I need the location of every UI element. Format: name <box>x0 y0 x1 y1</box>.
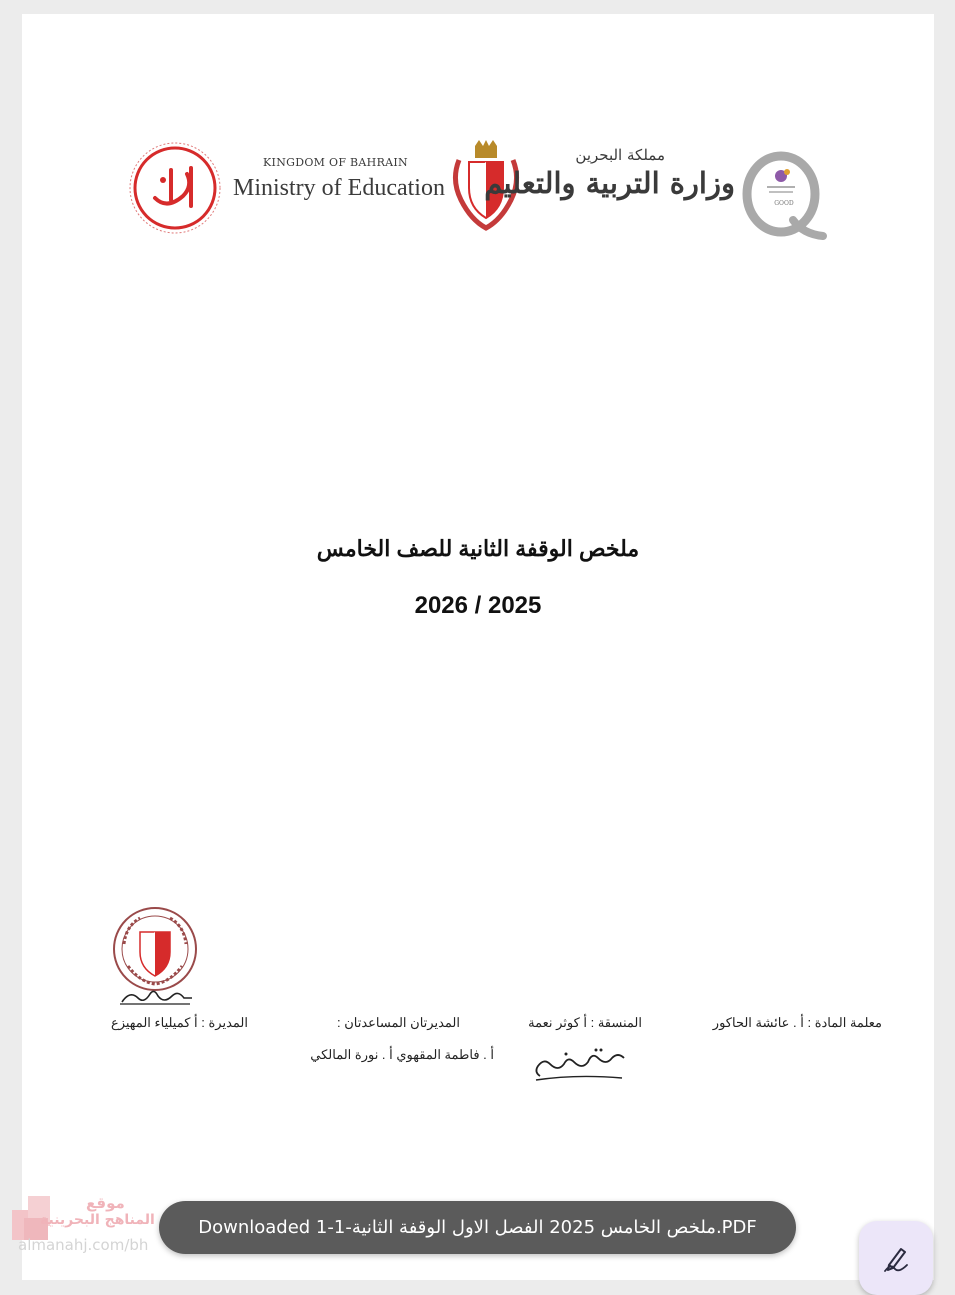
watermark-line2: المناهج البحرينية <box>40 1212 155 1228</box>
annotate-fab-button[interactable] <box>859 1221 933 1295</box>
coordinator-signature <box>526 1042 632 1088</box>
quality-q-logo <box>741 150 827 240</box>
school-seal-stamp <box>110 904 200 994</box>
watermark-url: almanahj.com/bh <box>18 1236 149 1254</box>
watermark-line1: موقع <box>86 1194 125 1212</box>
ministry-logo-en <box>233 154 445 224</box>
kingdom-ar-text: مملكة البحرين <box>575 146 665 164</box>
assistant-directors-label: المديرتان المساعدتان : <box>336 1015 460 1030</box>
pen-icon <box>883 1243 909 1273</box>
almanahj-watermark <box>10 1192 160 1272</box>
document-page <box>22 14 934 1280</box>
academic-year: 2026 / 2025 <box>414 592 542 619</box>
ministry-en-text: Ministry of Education <box>233 175 445 201</box>
assistant-directors-names: أ . فاطمة المقهوي أ . نورة المالكي <box>310 1047 494 1062</box>
quality-grade-text: GOOD <box>774 200 794 207</box>
ead-logo <box>127 140 223 236</box>
subject-teacher: معلمة المادة : أ . عائشة الحاكور <box>712 1015 882 1030</box>
document-title: ملخص الوقفة الثانية للصف الخامس <box>316 536 640 561</box>
download-snackbar[interactable] <box>159 1201 796 1254</box>
director-signature <box>118 984 194 1008</box>
snackbar-message: Downloaded 1-1-ملخص الخامس 2025 الفصل الاول الوقفة الثانية.PDF <box>198 1217 757 1238</box>
kingdom-en-text: KINGDOM OF BAHRAIN <box>263 156 408 169</box>
header-logos <box>127 140 827 250</box>
ministry-ar-text: وزارة التربية والتعليم <box>484 166 735 200</box>
ministry-logo-ar <box>484 140 735 232</box>
coordinator: المنسقة : أ كوثر نعمة <box>528 1015 642 1030</box>
director: المديرة : أ كميلياء المهيزع <box>110 1015 248 1030</box>
